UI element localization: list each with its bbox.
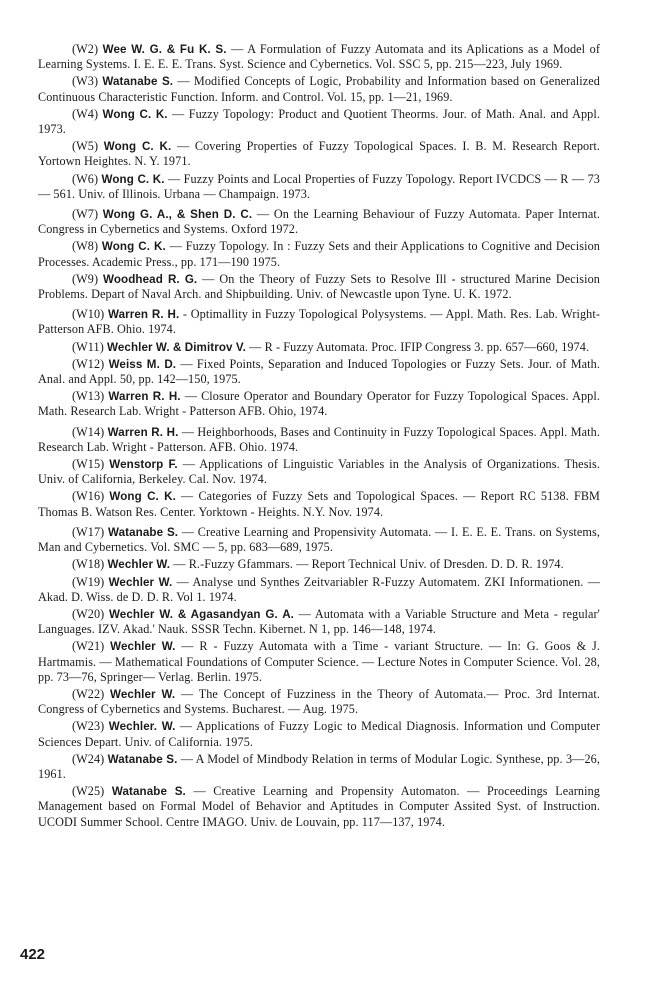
reference-entry-w21 [38,639,600,685]
reference-label: (W17) [72,524,105,539]
reference-text: — R - Fuzzy Automata with a Time - variant Structure. — In: G. Goos & J. Hartmamis. — Mathematical Foundations of Computer Science. — Lecture Notes in Computer Science. Vol. 28, pp. 73—76, Springer— Verlag. Berlin. 1975. [38,639,600,684]
reference-label: (W13) [72,389,105,404]
page-number: 422 [20,946,46,963]
reference-label: (W5) [72,139,99,154]
reference-label: (W22) [72,686,105,701]
reference-text: — Fuzzy Points and Local Properties of Fuzzy Topology. Report IVCDCS — R — 73 — 561. Univ. of Illinois. Urbana — Champaign. 1973. [38,171,600,201]
reference-entry-w16 [38,489,600,519]
reference-entry-w25 [38,784,600,830]
reference-text: — R - Fuzzy Automata. Proc. IFIP Congress 3. pp. 657—660, 1974. [246,339,590,354]
reference-entry-w13 [38,389,600,419]
reference-authors: Wong C. K. [101,172,165,186]
reference-entry-w11 [38,340,600,355]
reference-authors: Wechler W. [110,640,176,654]
reference-entry-w24 [38,752,600,782]
reference-text: — Analyse und Synthes Zeitvariabler R-Fuzzy Automatem. ZKI Informationen. — Akad. D. Wiss. de D. D. R. Vol 1. 1974. [38,574,600,604]
reference-entry-w2 [38,42,600,72]
reference-label: (W4) [72,106,99,121]
reference-entry-w22 [38,687,600,717]
reference-text: — Fuzzy Topology. In : Fuzzy Sets and their Applications to Cognitive and Decision Processes. Academic Press., pp. 171—190 1975. [38,239,601,269]
reference-list [38,42,600,832]
reference-entry-w5 [38,139,600,169]
reference-text: — Creative Learning and Propensivity Automata. — I. E. E. E. Trans. on Systems, Man and Cybernetics. Vol. SMC — 5, pp. 683—689, 1975. [38,524,600,555]
reference-label: (W25) [72,784,105,799]
reference-label: (W9) [72,271,99,286]
reference-authors: Wong C. K. [109,490,176,504]
reference-authors: Warren R. H. [107,308,180,322]
reference-label: (W15) [72,457,105,472]
reference-authors: Wong G. A., & Shen D. C. [102,208,253,222]
reference-authors: Wechler W. & Agasandyan G. A. [108,607,294,621]
reference-entry-w19 [38,575,600,605]
reference-authors: Wee W. G. & Fu K. S. [102,43,227,56]
reference-label: (W6) [72,171,99,186]
reference-text: — A Model of Mindbody Relation in terms of Modular Logic. Synthese, pp. 3—26, 1961. [38,751,600,781]
reference-label: (W10) [72,307,105,322]
reference-entry-w17 [38,525,600,555]
reference-label: (W16) [72,489,105,504]
reference-authors: Wechler W. & Dimitrov V. [107,340,247,354]
reference-entry-w4 [38,107,600,137]
reference-authors: Wechler W. [108,575,173,589]
reference-entry-w14 [38,425,600,455]
reference-entry-w8 [38,239,600,269]
reference-text: — On the Learning Behaviour of Fuzzy Automata. Paper Internat. Congress in Cybernetics and Systems. Oxford 1972. [38,207,600,237]
reference-text: — Covering Properties of Fuzzy Topological Spaces. I. B. M. Research Report. Yortown Heightes. N. Y. 1971. [38,139,601,169]
reference-entry-w6 [38,172,600,202]
reference-entry-w12 [38,357,600,387]
reference-text: — Applications of Linguistic Variables in the Analysis of Organizations. Thesis. Univ. of California, Berkeley. Cal. Nov. 1974. [38,457,601,487]
reference-entry-w18 [38,557,600,572]
reference-label: (W8) [72,239,99,254]
reference-entry-w10 [38,307,600,337]
reference-text: — The Concept of Fuzziness in the Theory of Automata.— Proc. 3rd Internat. Congress of Cybernetics and Systems. Bucharest. — Aug. 1975. [38,686,600,717]
reference-authors: Watanabe S. [102,75,174,89]
reference-authors: Warren R. H. [107,425,179,439]
reference-label: (W11) [72,339,104,354]
reference-text: — Automata with a Variable Structure and Meta - regular' Languages. IZV. Akad.' Nauk. SSSR Techn. Kibernet. N 1, pp. 146—148, 1974. [38,606,600,637]
reference-authors: Wechler W. [110,687,176,701]
reference-text: — Modified Concepts of Logic, Probability and Information based on Generalized Continuous Characteristic Function. Inform. and Control. Vol. 15, pp. 1—21, 1969. [38,74,600,104]
reference-text: — Fuzzy Topology: Product and Quotient Theorms. Jour. of Math. Anal. and Appl. 1973. [38,106,601,137]
reference-label: (W12) [72,356,105,371]
reference-text: - Optimallity in Fuzzy Topological Polysystems. — Appl. Math. Res. Lab. Wright-Patterson AFB. Ohio. 1974. [38,307,601,337]
reference-label: (W21) [72,639,105,654]
reference-authors: Wechler W. [107,558,171,572]
reference-text: — Fixed Points, Separation and Induced Topologies or Fuzzy Sets. Jour. of Math. Anal. and Appl. 50, pp. 142—150, 1975. [38,356,600,387]
reference-text: — Closure Operator and Boundary Operator for Fuzzy Topological Spaces. Appl. Math. Research Lab. Wright - Patterson AFB. Ohio, 1974. [38,389,600,419]
reference-entry-w3 [38,74,600,104]
reference-authors: Watanabe S. [111,785,186,799]
reference-authors: Wong C. K. [102,107,168,121]
reference-label: (W3) [72,74,99,89]
reference-entry-w23 [38,719,600,749]
reference-text: — Categories of Fuzzy Sets and Topological Spaces. — Report RC 5138. FBM Thomas B. Watson Res. Center. Yorktown - Heights. N.Y. Nov. 1974. [38,489,600,519]
reference-authors: Wong C. K. [101,240,166,254]
reference-authors: Watanabe S. [107,752,178,766]
reference-text: — Creative Learning and Propensity Automaton. — Proceedings Learning Management based on Formal Model of Behavior and Aptitudes in Computer Assited Syst. of Instruction. UCODI Summer School. Centre IMAGO. Univ. de Louvain, pp. 117—137, 1974. [38,784,600,829]
reference-entry-w15 [38,457,600,487]
reference-authors: Warren R. H. [108,390,181,404]
reference-authors: Wenstorp F. [109,458,178,472]
reference-text: — Heighborhoods, Bases and Continuity in Fuzzy Topological Spaces. Appl. Math. Research Lab. Wright - Patterson. AFB. Ohio. 1974. [38,424,600,454]
reference-label: (W7) [72,207,99,222]
reference-label: (W18) [72,557,105,572]
reference-label: (W14) [72,424,105,439]
reference-label: (W23) [72,719,105,734]
reference-entry-w20 [38,607,600,637]
reference-authors: Watanabe S. [107,525,179,539]
reference-authors: Woodhead R. G. [103,272,198,286]
reference-text: — Applications of Fuzzy Logic to Medical Diagnosis. Information und Computer Sciences Depart. Univ. of California. 1975. [38,719,600,749]
reference-label: (W19) [72,574,105,589]
reference-entry-w9 [38,272,600,302]
reference-label: (W24) [72,751,105,766]
reference-label: (W20) [72,606,105,621]
reference-authors: Weiss M. D. [108,357,177,371]
reference-text: — A Formulation of Fuzzy Automata and its Aplications as a Model of Learning Systems. I. E. E. E. Trans. Syst. Science and Cybernetics. Vol. SSC 5, pp. 215—223, July 1969. [38,42,600,72]
reference-entry-w7 [38,207,600,237]
reference-authors: Wechler. W. [108,720,176,734]
reference-text: — R.-Fuzzy Gfammars. — Report Technical Univ. of Dresden. D. D. R. 1974. [170,557,564,572]
reference-authors: Wong C. K. [103,140,172,154]
reference-text: — On the Theory of Fuzzy Sets to Resolve Ill - structured Marine Decision Problems. Depart of Naval Arch. and Shipbuilding. Univ. of Newcastle upon Tyne. U. K. 1972. [38,271,600,302]
reference-label: (W2) [72,42,99,56]
